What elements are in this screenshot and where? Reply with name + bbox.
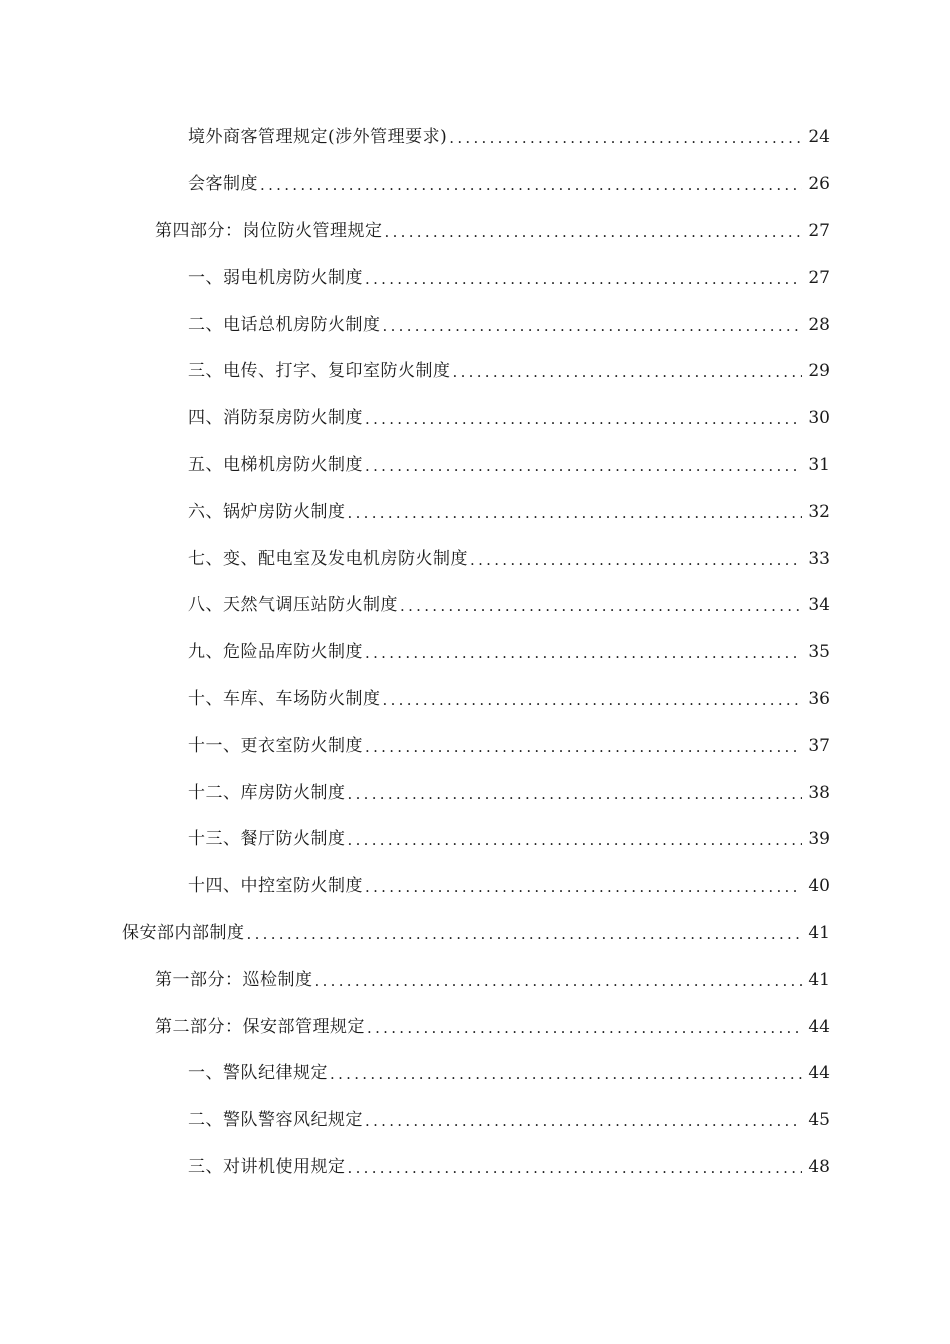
toc-entry-page-number: 28 — [808, 314, 830, 335]
toc-entry-label: 五、电梯机房防火制度 — [188, 454, 363, 475]
toc-entry-page-number: 24 — [808, 127, 830, 148]
toc-entry-page-number: 41 — [808, 969, 830, 990]
toc-dot-leader — [365, 267, 802, 291]
toc-dot-leader — [365, 735, 802, 759]
toc-entry-label: 十三、餐厅防火制度 — [188, 829, 346, 850]
toc-entry-page-number: 34 — [808, 595, 830, 616]
toc-dot-leader — [453, 360, 803, 384]
toc-entry[interactable] — [0, 1050, 950, 1097]
toc-entry-label: 六、锅炉房防火制度 — [188, 501, 346, 522]
toc-entry-label: 境外商客管理规定(涉外管理要求) — [188, 127, 448, 148]
toc-entry-label: 十一、更衣室防火制度 — [188, 735, 363, 756]
toc-entry-page-number: 32 — [808, 501, 830, 522]
toc-entry-label: 保安部内部制度 — [122, 922, 245, 943]
toc-entry-label: 八、天然气调压站防火制度 — [188, 595, 398, 616]
toc-entry[interactable] — [0, 301, 950, 348]
toc-entry-page-number: 41 — [808, 922, 830, 943]
toc-entry[interactable] — [0, 254, 950, 301]
toc-entry-label: 三、电传、打字、复印室防火制度 — [188, 361, 451, 382]
toc-dot-leader — [365, 454, 802, 478]
toc-dot-leader — [348, 782, 803, 806]
toc-entry-label: 第一部分：巡检制度 — [155, 969, 313, 990]
toc-entry-page-number: 37 — [808, 735, 830, 756]
toc-entry-page-number: 26 — [808, 174, 830, 195]
toc-entry-label: 二、电话总机房防火制度 — [188, 314, 381, 335]
toc-entry[interactable] — [0, 1003, 950, 1050]
toc-entry-label: 第四部分：岗位防火管理规定 — [155, 220, 383, 241]
toc-entry[interactable] — [0, 1097, 950, 1144]
toc-dot-leader — [315, 969, 803, 993]
toc-entry-page-number: 33 — [808, 548, 830, 569]
toc-entry-page-number: 45 — [808, 1110, 830, 1131]
toc-dot-leader — [348, 501, 803, 525]
toc-dot-leader — [383, 314, 803, 338]
toc-entry-label: 一、弱电机房防火制度 — [188, 267, 363, 288]
toc-entry-label: 一、警队纪律规定 — [188, 1063, 328, 1084]
toc-entry-page-number: 40 — [808, 876, 830, 897]
toc-entry-label: 十二、库房防火制度 — [188, 782, 346, 803]
toc-entry-page-number: 35 — [808, 642, 830, 663]
toc-dot-leader — [367, 1016, 802, 1040]
toc-dot-leader — [470, 548, 802, 572]
toc-entry-page-number: 36 — [808, 688, 830, 709]
toc-dot-leader — [247, 922, 803, 946]
toc-entry-page-number: 29 — [808, 361, 830, 382]
toc-dot-leader — [348, 1156, 803, 1180]
toc-dot-leader — [365, 1109, 802, 1133]
toc-entry-label: 第二部分：保安部管理规定 — [155, 1016, 365, 1037]
toc-entry[interactable] — [0, 676, 950, 723]
toc-entry[interactable] — [0, 348, 950, 395]
toc-dot-leader — [365, 407, 802, 431]
toc-entry[interactable] — [0, 208, 950, 255]
toc-entry-page-number: 38 — [808, 782, 830, 803]
toc-entry[interactable] — [0, 769, 950, 816]
toc-entry-label: 会客制度 — [188, 174, 258, 195]
toc-entry-label: 十、车库、车场防火制度 — [188, 688, 381, 709]
toc-entry-label: 四、消防泵房防火制度 — [188, 408, 363, 429]
toc-entry-page-number: 27 — [808, 220, 830, 241]
toc-dot-leader — [365, 875, 802, 899]
toc-entry[interactable] — [0, 488, 950, 535]
toc-entry[interactable] — [0, 722, 950, 769]
toc-dot-leader — [365, 641, 802, 665]
toc-entry-page-number: 48 — [808, 1156, 830, 1177]
toc-entry[interactable] — [0, 956, 950, 1003]
toc-entry[interactable] — [0, 582, 950, 629]
toc-dot-leader — [260, 173, 802, 197]
toc-entry[interactable] — [0, 161, 950, 208]
toc-dot-leader — [400, 594, 802, 618]
toc-entry-page-number: 30 — [808, 408, 830, 429]
toc-entry[interactable] — [0, 816, 950, 863]
toc-entry[interactable] — [0, 910, 950, 957]
toc-entry-label: 九、危险品库防火制度 — [188, 642, 363, 663]
toc-entry[interactable] — [0, 863, 950, 910]
toc-dot-leader — [383, 688, 803, 712]
toc-entry-page-number: 27 — [808, 267, 830, 288]
toc-entry-page-number: 39 — [808, 829, 830, 850]
toc-entry[interactable] — [0, 629, 950, 676]
toc-entry-page-number: 31 — [808, 454, 830, 475]
toc-dot-leader — [348, 828, 803, 852]
toc-entry-label: 七、变、配电室及发电机房防火制度 — [188, 548, 468, 569]
toc-dot-leader — [330, 1062, 802, 1086]
table-of-contents — [0, 114, 950, 1190]
toc-entry[interactable] — [0, 1144, 950, 1191]
toc-entry[interactable] — [0, 442, 950, 489]
toc-entry-label: 三、对讲机使用规定 — [188, 1156, 346, 1177]
toc-entry-label: 十四、中控室防火制度 — [188, 876, 363, 897]
toc-entry-page-number: 44 — [808, 1063, 830, 1084]
toc-dot-leader — [449, 126, 802, 150]
toc-entry-label: 二、警队警容风纪规定 — [188, 1110, 363, 1131]
toc-entry-page-number: 44 — [808, 1016, 830, 1037]
toc-dot-leader — [385, 220, 803, 244]
toc-entry[interactable] — [0, 114, 950, 161]
toc-entry[interactable] — [0, 535, 950, 582]
toc-entry[interactable] — [0, 395, 950, 442]
